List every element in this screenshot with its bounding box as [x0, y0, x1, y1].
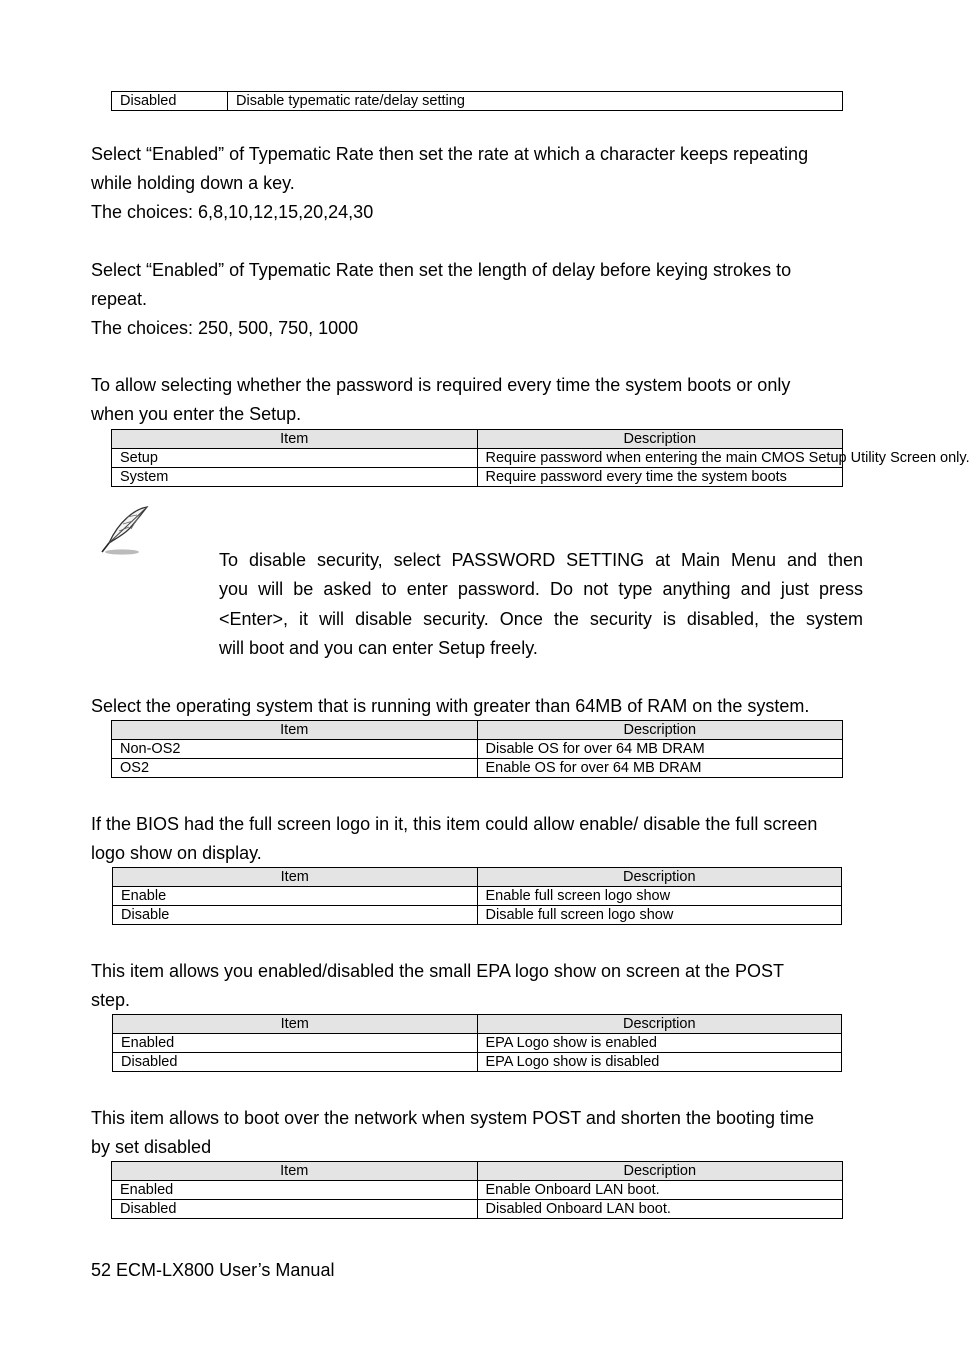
description-cell: Require password when entering the main CMOS Setup Utility Screen only. — [477, 449, 843, 468]
table-header-row — [112, 1162, 843, 1181]
paragraph-line: by set disabled — [91, 1137, 212, 1157]
item-cell: Enabled — [113, 1034, 478, 1053]
full-screen-logo-table — [112, 867, 842, 925]
description-cell: Require password every time the system boots — [477, 468, 843, 487]
column-header: Item — [113, 868, 478, 887]
item-cell: Setup — [112, 449, 478, 468]
table-row — [113, 1053, 842, 1072]
paragraph-line: repeat. — [91, 289, 148, 309]
column-header: Description — [477, 1015, 842, 1034]
description-cell: Disabled Onboard LAN boot. — [477, 1200, 843, 1219]
column-header: Description — [477, 1162, 843, 1181]
description-cell: Enable full screen logo show — [477, 887, 842, 906]
note-line: will boot and you can enter Setup freely. — [219, 637, 538, 658]
note-line: To disable security, select PASSWORD SETTING at Main Menu and then — [219, 550, 863, 570]
typematic-delay-paragraph — [91, 256, 866, 343]
item-cell: Disable — [113, 906, 478, 925]
description-cell: Disable full screen logo show — [477, 906, 842, 925]
full-screen-logo-paragraph — [91, 810, 866, 868]
paragraph-line: Select “Enabled” of Typematic Rate then set the length of delay before keying strokes to — [91, 260, 792, 280]
description-cell: Enable OS for over 64 MB DRAM — [477, 759, 843, 778]
column-header: Description — [477, 721, 843, 740]
paragraph-line: This item allows to boot over the network when system POST and shorten the booting time — [91, 1108, 815, 1128]
item-cell: Disabled — [112, 92, 228, 111]
paragraph-line: Select the operating system that is running with greater than 64MB of RAM on the system. — [91, 696, 810, 716]
note-line: you will be asked to enter password. Do not type anything and just press — [219, 579, 863, 600]
typematic-rate-paragraph — [91, 140, 866, 227]
table-row — [112, 1181, 843, 1200]
item-cell: Enabled — [112, 1181, 478, 1200]
table-row — [113, 1034, 842, 1053]
note-line: <Enter>, it will disable security. Once the security is disabled, the system — [219, 608, 863, 629]
lan-boot-table — [111, 1161, 843, 1219]
page-footer: 52 ECM-LX800 User’s Manual — [91, 1260, 335, 1280]
item-cell: Enable — [113, 887, 478, 906]
paragraph-line: logo show on display. — [91, 843, 262, 863]
description-cell: EPA Logo show is enabled — [477, 1034, 842, 1053]
paragraph-line: Select “Enabled” of Typematic Rate then set the rate at which a character keeps repeating — [91, 144, 809, 164]
table-header-row — [112, 430, 843, 449]
paragraph-line: To allow selecting whether the password is required every time the system boots or only — [91, 375, 791, 395]
paragraph-line: step. — [91, 990, 131, 1010]
os-select-table — [111, 720, 843, 778]
paragraph-line: This item allows you enabled/disabled the small EPA logo show on screen at the POST — [91, 961, 785, 981]
item-cell: Disabled — [113, 1053, 478, 1072]
table-header-row — [113, 1015, 842, 1034]
paragraph-line: while holding down a key. — [91, 173, 295, 193]
table-row — [113, 906, 842, 925]
table-row — [112, 449, 843, 468]
paragraph-line: If the BIOS had the full screen logo in it, this item could allow enable/ disable the full screen — [91, 814, 818, 834]
table-header-row — [113, 868, 842, 887]
column-header: Item — [112, 721, 478, 740]
table-header-row — [112, 721, 843, 740]
description-cell: Disable typematic rate/delay setting — [228, 92, 843, 111]
table-row — [112, 1200, 843, 1219]
item-cell: OS2 — [112, 759, 478, 778]
table-row — [112, 468, 843, 487]
column-header: Item — [113, 1015, 478, 1034]
lan-boot-paragraph — [91, 1104, 866, 1162]
column-header: Description — [477, 868, 842, 887]
security-option-table — [111, 429, 970, 487]
table-row — [112, 759, 843, 778]
typematic-setting-table — [111, 91, 843, 111]
table-row — [113, 887, 842, 906]
item-cell: Disabled — [112, 1200, 478, 1219]
paragraph-line: when you enter the Setup. — [91, 404, 302, 424]
table-row — [112, 92, 843, 111]
description-cell: EPA Logo show is disabled — [477, 1053, 842, 1072]
security-option-paragraph — [91, 371, 866, 429]
item-cell: Non-OS2 — [112, 740, 478, 759]
column-header: Item — [112, 430, 478, 449]
description-cell: Enable Onboard LAN boot. — [477, 1181, 843, 1200]
column-header: Description — [477, 430, 843, 449]
paragraph-line: The choices: 6,8,10,12,15,20,24,30 — [91, 202, 374, 222]
epa-logo-paragraph — [91, 957, 866, 1015]
table-row — [112, 740, 843, 759]
item-cell: System — [112, 468, 478, 487]
paragraph-line: The choices: 250, 500, 750, 1000 — [91, 318, 359, 338]
security-note — [219, 546, 863, 663]
os-select-paragraph — [91, 692, 866, 721]
description-cell: Disable OS for over 64 MB DRAM — [477, 740, 843, 759]
column-header: Item — [112, 1162, 478, 1181]
feather-pen-icon — [97, 505, 151, 557]
epa-logo-table — [112, 1014, 842, 1072]
